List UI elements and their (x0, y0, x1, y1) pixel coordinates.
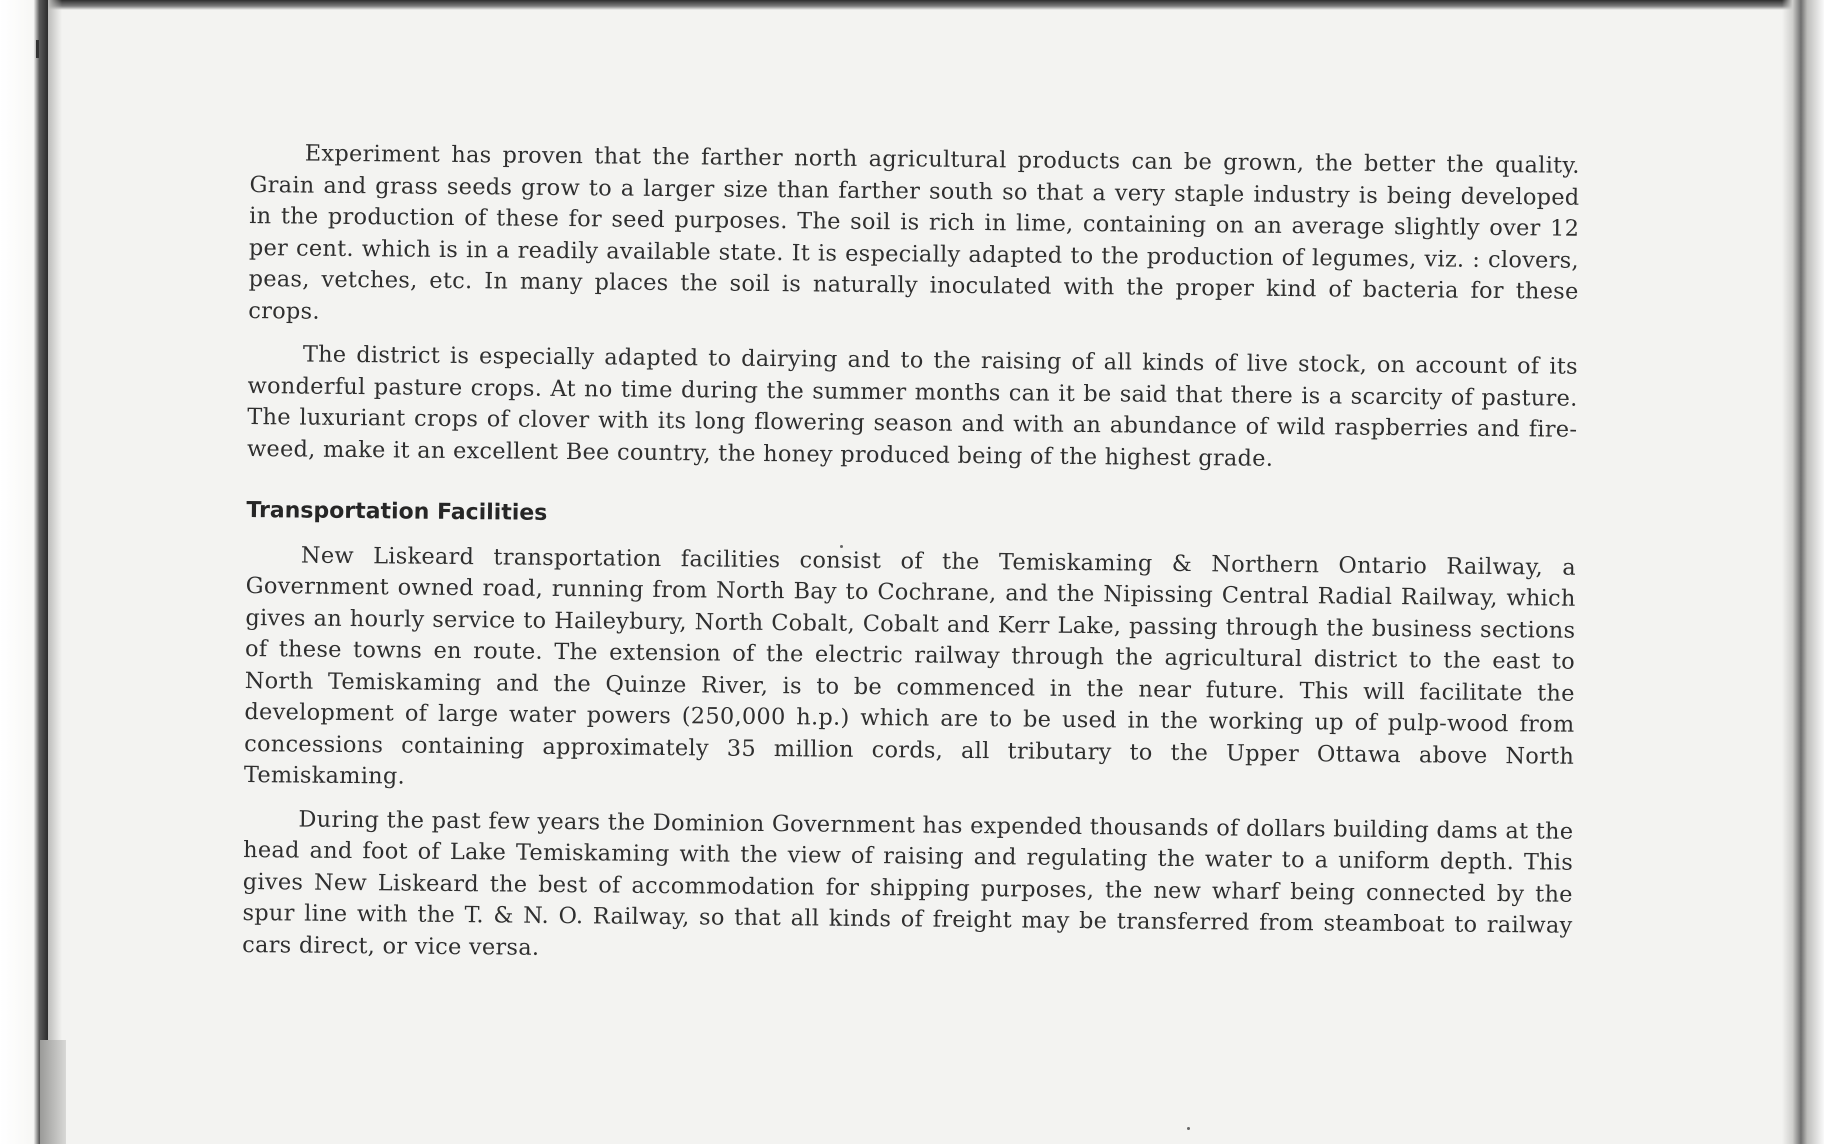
section-heading: Transportation Facilities (246, 497, 548, 526)
paragraph-dairying: The district is especially adapted to dairying and to the raising of all kinds of live stock, on account of its wonderful pasture crops. At no time during the summer months can it be said that there is a scarcity of pasture. The luxuriant crops of clover with its long flowering season and with an abundance of wild raspberries and fire-weed, make it an excellent Bee country, the honey produced being of the highest grade. (246, 341, 1578, 472)
dust-speck (1187, 1127, 1190, 1130)
paragraph-railways: New Liskeard transportation facilities consist of the Temiskaming & Northern Ontario Railway, a Government owned road, running from North Bay to Cochrane, and the Nipissing Central Radial Railway, which gives an hourly service to Haileybury, North Cobalt, Cobalt and Kerr Lake, passing through the business sections of these towns en route. The extension of the electric railway through the agricultural district to the east to North Temiskaming and the Quinze River, is to be commenced in the near future. This will facilitate the development of large water powers (250,000 h.p.) which are to be used in the working up of pulp-wood from concessions containing approximately 35 million cords, all tributary to the Upper Ottawa above North Temiskaming. (243, 542, 1577, 790)
page-top-edge (0, 0, 1824, 10)
binding-shadow (48, 0, 62, 1144)
page-right-edge (1782, 0, 1824, 1144)
document-body (242, 138, 1580, 986)
binding-shadow-bottom (40, 1040, 66, 1144)
margin-mark (36, 40, 39, 58)
paragraph-agricultural-quality: Experiment has proven that the farther north agricultural products can be grown, the better the quality. Grain and grass seeds grow to a larger size than farther south so that a very staple industry is being developed in the production of these for seed purposes. The soil is rich in lime, containing on an average slightly over 12 per cent. which is in a readily available state. It is especially adapted to the production of legumes, viz. : clovers, peas, vetches, etc. In many places the soil is naturally inoculated with the proper kind of bacteria for these crops. (248, 140, 1580, 325)
paragraph-dams-shipping: During the past few years the Dominion Government has expended thousands of dollars building dams at the head and foot of Lake Temiskaming with the view of raising and regulating the water to a uniform depth. This gives New Liskeard the best of accommodation for shipping purposes, the new wharf being connected by the spur line with the T. & N. O. Railway, so that all kinds of freight may be transferred from steamboat to railway cars direct, or vice versa. (242, 805, 1574, 961)
page-left-margin (0, 0, 48, 1144)
